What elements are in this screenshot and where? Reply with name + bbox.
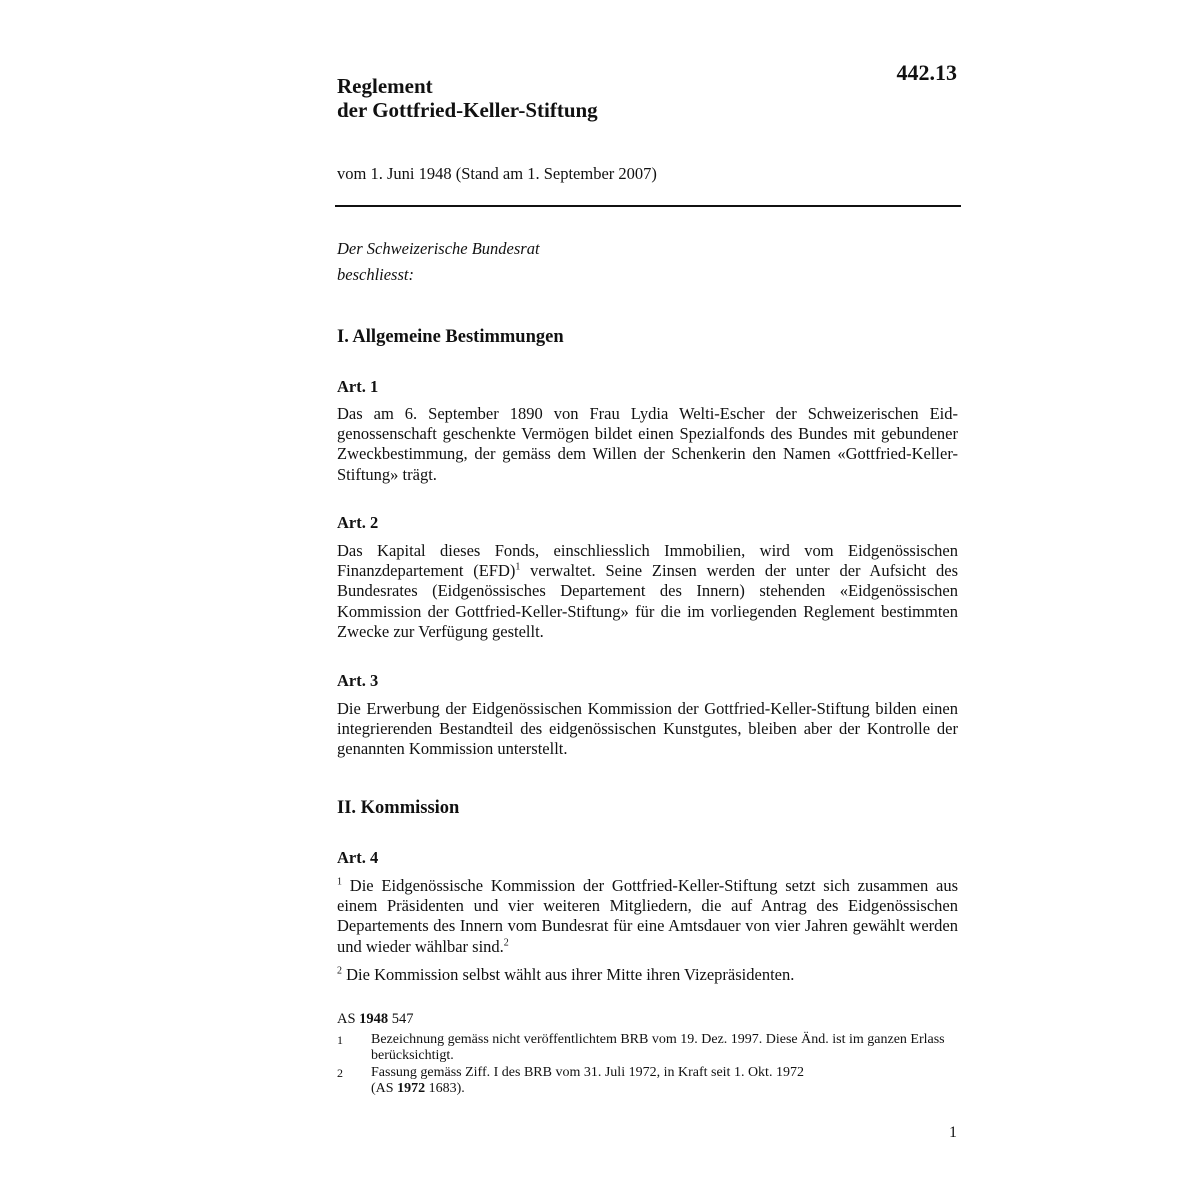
footnote-1-text: Bezeichnung gemäss nicht veröffentlichtem BRB vom 19. Dez. 1997. Diese Änd. ist im ganzen Erlass berücksichtigt. bbox=[371, 1032, 945, 1063]
footnote-ref-2[interactable]: 2 bbox=[503, 937, 509, 949]
page-number: 1 bbox=[949, 1124, 957, 1141]
source-reference bbox=[337, 1011, 414, 1028]
article-1-label: Art. 1 bbox=[337, 377, 379, 396]
footnote-ref-1[interactable]: 1 bbox=[515, 561, 521, 573]
source-year: 1948 bbox=[359, 1011, 389, 1027]
article-2-text-a: Das Kapital dieses Fonds, einschliesslich Immobilien, wird vom Eidgenössischen Finanzdepartement (EFD) bbox=[337, 541, 958, 581]
preamble-line-1: Der Schweizerische Bundesrat bbox=[337, 239, 540, 258]
article-2-text bbox=[337, 541, 958, 642]
article-3-text: Die Erwerbung der Eidgenössischen Kommission der Gottfried-Keller-Stiftung bilden einen integrierenden Bestandteil des eidgenössischen Kunstgutes, bleiben aber der Kontrolle der genannten Kommission unterstellt. bbox=[337, 699, 958, 759]
title-line-1: Reglement bbox=[337, 74, 433, 98]
article-4-paragraph-1-text: Die Eidgenössische Kommission der Gottfried-Keller-Stiftung setzt sich zusammen aus einem Präsidenten und vier weiteren Mitgliedern, die auf Antrag des Eidgenössischen Departements des Innern vom Bundesrat für eine Amtsdauer von vier Jahren gewählt werden und wieder wählbar sind. bbox=[337, 876, 958, 956]
article-2-label: Art. 2 bbox=[337, 513, 379, 532]
sr-number: 442.13 bbox=[896, 60, 957, 85]
footnote-1-number: 1 bbox=[337, 1033, 343, 1047]
footnote-2-line-2 bbox=[371, 1081, 958, 1097]
chapter-heading-2: II. Kommission bbox=[337, 798, 460, 818]
article-4-paragraph-1 bbox=[337, 876, 958, 957]
document-page bbox=[337, 0, 961, 1200]
preamble-line-2: beschliesst: bbox=[337, 265, 414, 284]
source-prefix: AS bbox=[337, 1011, 360, 1027]
title-divider bbox=[335, 205, 961, 207]
paragraph-number-2: 2 bbox=[337, 965, 342, 977]
document-date: vom 1. Juni 1948 (Stand am 1. September 2007) bbox=[337, 164, 657, 183]
article-2-text-b: verwaltet. Seine Zinsen werden der unter der Aufsicht des Bundesrates (Eidgenössisches Departement des Innern) stehenden «Eidgenössischen Kommission der Gottfried-Keller-Stiftung» für die im vorliegenden Reglement bestimmten Zwecke zur Verfügung gestellt. bbox=[337, 561, 958, 641]
source-page: 547 bbox=[388, 1011, 414, 1027]
article-3-label: Art. 3 bbox=[337, 671, 379, 690]
article-4-label: Art. 4 bbox=[337, 848, 379, 867]
footnote-2-prefix: (AS bbox=[371, 1081, 398, 1096]
article-4-paragraph-2 bbox=[337, 965, 958, 985]
footnote-2-line-1: Fassung gemäss Ziff. I des BRB vom 31. Juli 1972, in Kraft seit 1. Okt. 1972 bbox=[371, 1065, 804, 1080]
title-line-2: der Gottfried-Keller-Stiftung bbox=[337, 98, 598, 122]
footnote-2 bbox=[337, 1065, 958, 1097]
footnote-2-body bbox=[371, 1065, 958, 1097]
document-title bbox=[337, 74, 598, 122]
article-4-paragraph-2-text: Die Kommission selbst wählt aus ihrer Mitte ihren Vizepräsidenten. bbox=[342, 965, 795, 984]
footnote-2-year: 1972 bbox=[397, 1081, 426, 1096]
paragraph-number-1: 1 bbox=[337, 876, 342, 888]
footnote-2-number: 2 bbox=[337, 1066, 343, 1080]
chapter-heading-1: I. Allgemeine Bestimmungen bbox=[337, 327, 564, 347]
footnote-2-suffix: 1683). bbox=[425, 1081, 465, 1096]
footnote-1 bbox=[337, 1032, 958, 1064]
preamble bbox=[337, 236, 540, 288]
article-1-text: Das am 6. September 1890 von Frau Lydia Welti-Escher der Schweizerischen Eidgenossenschaft geschenkte Vermögen bildet einen Spezialfonds des Bundes mit gebundener Zweckbestimmung, der gemäss dem Willen der Schenkerin den Namen «Gottfried-Keller-Stiftung» trägt. bbox=[337, 404, 958, 484]
